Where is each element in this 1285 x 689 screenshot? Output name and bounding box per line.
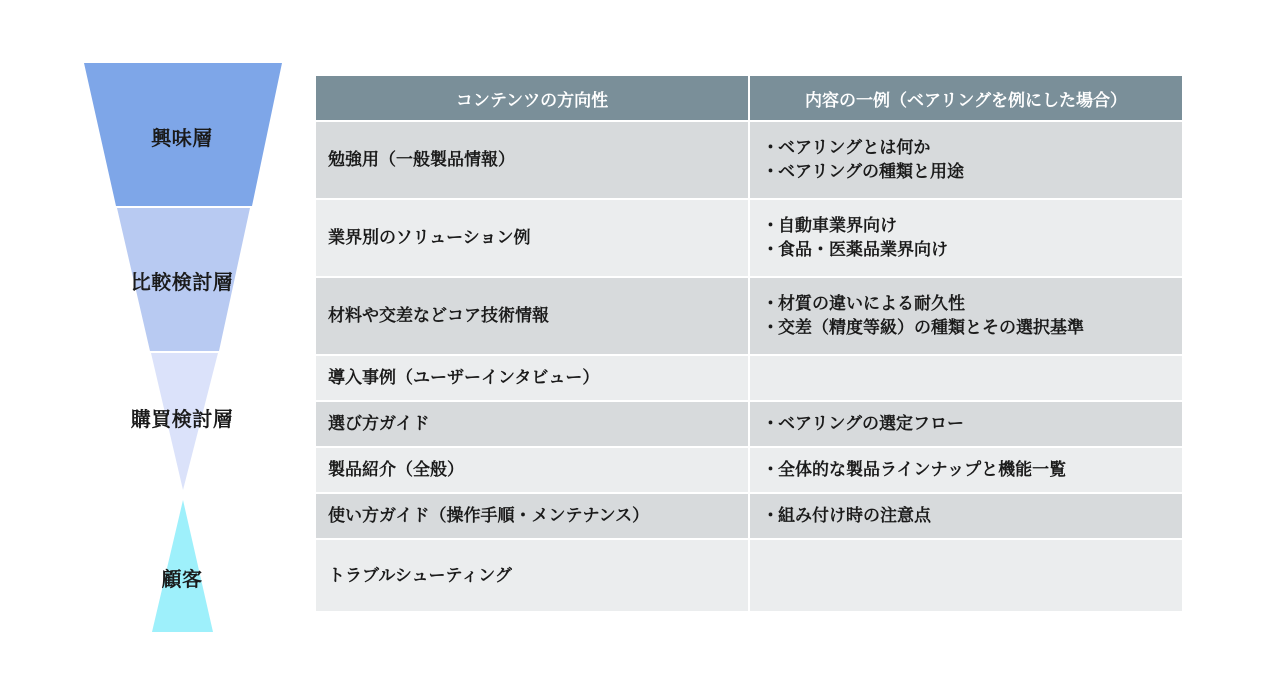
bullet-mark: ・ <box>762 162 779 182</box>
table-body <box>316 121 1182 611</box>
direction-cell: 材料や交差などコア技術情報 <box>316 277 749 355</box>
example-text: 食品・医薬品業界向け <box>778 240 948 260</box>
example-item <box>762 214 1170 238</box>
table-row <box>316 277 1182 355</box>
funnel-label-purchase: 購買検討層 <box>130 407 234 431</box>
table-row <box>316 199 1182 277</box>
examples-cell <box>749 355 1182 401</box>
bullet-mark: ・ <box>762 240 779 260</box>
direction-cell: 製品紹介（全般） <box>316 447 749 493</box>
funnel-label-comparison: 比較検討層 <box>130 270 234 294</box>
direction-cell: 選び方ガイド <box>316 401 749 447</box>
example-text: ベアリングの選定フロー <box>778 414 964 434</box>
bullet-mark: ・ <box>762 294 779 314</box>
table-row <box>316 539 1182 611</box>
example-item <box>762 160 1170 184</box>
examples-cell <box>749 199 1182 277</box>
example-text: ベアリングとは何か <box>778 138 931 158</box>
bullet-mark: ・ <box>762 460 779 480</box>
direction-cell: トラブルシューティング <box>316 539 749 611</box>
examples-cell <box>749 401 1182 447</box>
funnel-label-interest: 興味層 <box>151 126 213 150</box>
funnel-label-customer: 顧客 <box>161 567 203 591</box>
example-item <box>762 316 1170 340</box>
examples-cell <box>749 447 1182 493</box>
example-text: 全体的な製品ラインナップと機能一覧 <box>778 460 1067 480</box>
table-row <box>316 355 1182 401</box>
example-item <box>762 504 1170 528</box>
examples-cell <box>749 121 1182 199</box>
bullet-mark: ・ <box>762 414 779 434</box>
bullet-mark: ・ <box>762 216 779 236</box>
direction-cell: 使い方ガイド（操作手順・メンテナンス） <box>316 493 749 539</box>
bullet-mark: ・ <box>762 506 779 526</box>
content-table <box>316 76 1182 611</box>
example-text: 組み付け時の注意点 <box>778 506 931 526</box>
table-row <box>316 121 1182 199</box>
direction-cell: 業界別のソリューション例 <box>316 199 749 277</box>
bullet-mark: ・ <box>762 318 779 338</box>
header-direction: コンテンツの方向性 <box>316 76 749 121</box>
table-row <box>316 493 1182 539</box>
examples-cell <box>749 493 1182 539</box>
example-text: 交差（精度等級）の種類とその選択基準 <box>778 318 1084 338</box>
table-row <box>316 447 1182 493</box>
example-item <box>762 458 1170 482</box>
example-item <box>762 238 1170 262</box>
example-item <box>762 412 1170 436</box>
examples-cell <box>749 277 1182 355</box>
example-text: 材質の違いによる耐久性 <box>778 294 965 314</box>
example-item <box>762 292 1170 316</box>
table-row <box>316 401 1182 447</box>
bullet-mark: ・ <box>762 138 779 158</box>
direction-cell: 勉強用（一般製品情報） <box>316 121 749 199</box>
header-examples: 内容の一例（ベアリングを例にした場合） <box>749 76 1182 121</box>
table-header-row <box>316 76 1182 121</box>
example-text: 自動車業界向け <box>778 216 897 236</box>
example-text: ベアリングの種類と用途 <box>778 162 964 182</box>
direction-cell: 導入事例（ユーザーインタビュー） <box>316 355 749 401</box>
examples-cell <box>749 539 1182 611</box>
example-item <box>762 136 1170 160</box>
